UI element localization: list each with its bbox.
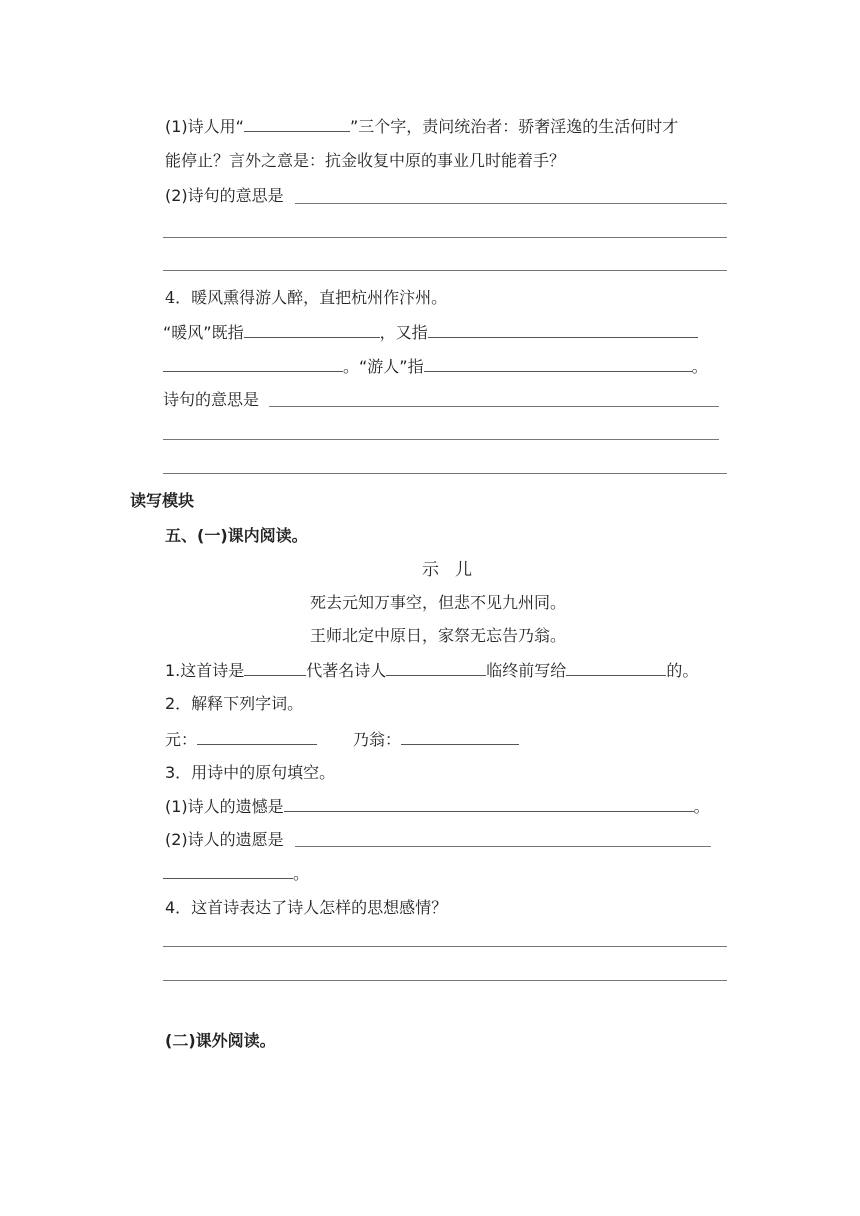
- question-text: 元：: [165, 730, 198, 749]
- answer-blank[interactable]: [163, 356, 343, 372]
- question-text: 临终前写给: [486, 661, 567, 680]
- question-line: [163, 356, 708, 377]
- question-line: [165, 186, 284, 206]
- question-text: 能停止？言外之意是：抗金收复中原的事业几时能着手？: [165, 151, 566, 170]
- question-text: 1.这首诗是: [165, 661, 245, 680]
- question-line: [165, 830, 284, 850]
- answer-line[interactable]: [163, 473, 727, 474]
- question-text: (2)诗人的遗愿是: [165, 830, 284, 849]
- answer-line[interactable]: [295, 846, 711, 847]
- question-text: 诗句的意思是: [163, 390, 260, 409]
- question-text: (1)诗人用“: [165, 117, 244, 136]
- poem-line: 死去元知万事空，但悲不见九州同。: [310, 593, 567, 612]
- question-line: [163, 863, 309, 884]
- question-text: 3．用诗中的原句填空。: [165, 763, 336, 782]
- question-text: 的。: [666, 661, 699, 680]
- question-text: “暖风”既指: [163, 323, 244, 342]
- answer-line[interactable]: [163, 980, 727, 981]
- question-text: 。: [293, 864, 310, 883]
- answer-blank[interactable]: [424, 356, 692, 372]
- question-text: 代著名诗人: [306, 661, 387, 680]
- question-text: 。: [691, 357, 708, 376]
- question-text: (2)诗句的意思是: [165, 186, 284, 205]
- answer-blank[interactable]: [401, 729, 519, 745]
- question-text: ，又指: [379, 323, 428, 342]
- subsection-heading: (二)课外阅读。: [165, 1031, 276, 1050]
- question-text: 2．解释下列字词。: [165, 694, 304, 713]
- answer-line[interactable]: [163, 237, 727, 238]
- poem-verse: 4．暖风熏得游人醉，直把杭州作汴州。: [165, 288, 448, 307]
- answer-blank[interactable]: [244, 322, 380, 338]
- subsection-heading: 五、(一)课内阅读。: [165, 526, 308, 545]
- poem-title: 示儿: [422, 560, 488, 580]
- answer-blank[interactable]: [566, 660, 666, 676]
- answer-blank[interactable]: [386, 660, 486, 676]
- answer-line[interactable]: [269, 406, 719, 407]
- answer-blank[interactable]: [428, 322, 698, 338]
- answer-line[interactable]: [163, 270, 727, 271]
- answer-line[interactable]: [163, 946, 727, 947]
- answer-blank[interactable]: [244, 116, 350, 132]
- question-line: [165, 796, 710, 817]
- answer-line[interactable]: [295, 203, 727, 204]
- answer-blank[interactable]: [197, 729, 317, 745]
- question-line: [165, 116, 678, 137]
- section-heading: 读写模块: [130, 491, 195, 510]
- question-line: [163, 322, 698, 343]
- answer-line[interactable]: [163, 439, 719, 440]
- question-text: (1)诗人的遗憾是: [165, 797, 284, 816]
- question-line: [165, 660, 698, 681]
- question-text: 。: [693, 797, 710, 816]
- question-text: 。“游人”指: [343, 357, 424, 376]
- answer-blank[interactable]: [163, 863, 293, 879]
- question-line: [163, 390, 259, 410]
- question-text: ”三个字，责问统治者：骄奢淫逸的生活何时才: [349, 117, 679, 136]
- answer-blank[interactable]: [244, 660, 306, 676]
- question-text: 乃翁：: [353, 730, 402, 749]
- poem-line: 王师北定中原日，家祭无忘告乃翁。: [310, 626, 567, 645]
- question-line: [165, 729, 519, 750]
- question-text: 4．这首诗表达了诗人怎样的思想感情？: [165, 898, 448, 917]
- answer-blank[interactable]: [284, 796, 694, 812]
